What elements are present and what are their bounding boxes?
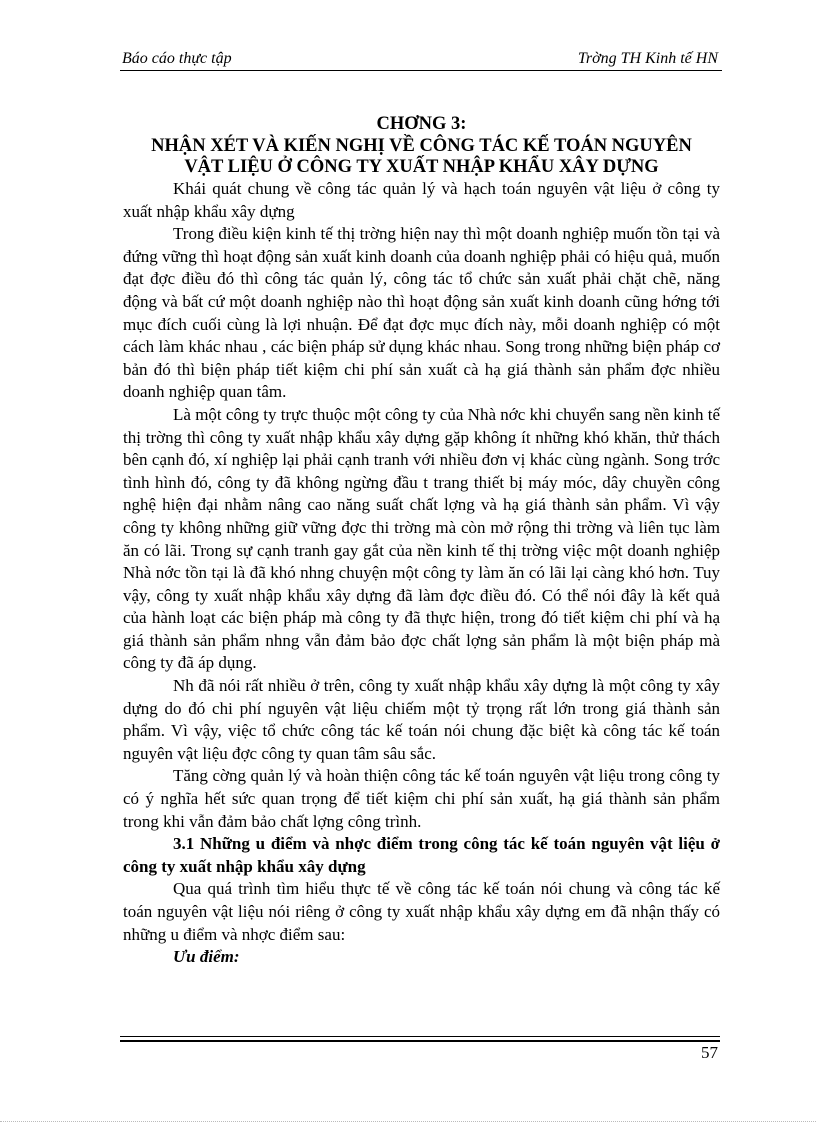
page-body (123, 114, 720, 969)
page-edge-divider (0, 1121, 816, 1122)
footer-rule-thin (120, 1036, 720, 1037)
footer-rule-thick (120, 1040, 720, 1042)
paragraph-importance: Tăng cờng quản lý và hoàn thiện công tác kế toán nguyên vật liệu trong công ty có ý nghĩa hết sức quan trọng để tiết kiệm chi phí sản xuất, hạ giá thành sản phẩm trong khi vẫn đảm bảo chất lợng công trình. (123, 766, 720, 831)
header-rule (120, 70, 722, 71)
paragraph-market-conditions: Trong điều kiện kinh tế thị trờng hiện nay thì một doanh nghiệp muốn tồn tại và đứng vững thì hoạt động sản xuất kinh doanh của doanh nghiệp phải có hiệu quả, muốn đạt đợc điều đó thì công tác quản lý, công tác tổ chức sản xuất phải chặt chẽ, năng động và bất cứ một doanh nghiệp nào thì hoạt động sản xuất kinh doanh cũng hớng tới mục đích cuối cùng là lợi nhuận. Để đạt đợc mục đích này, mỗi doanh nghiệp có một cách làm khác nhau , các biện pháp sử dụng khác nhau. Song trong những biện pháp cơ bản đó thì biện pháp tiết kiệm chi phí sản xuất cà hạ giá thành sản phẩm đợc nhiều doanh nghiệp quan tâm. (123, 224, 720, 402)
chapter-number: CHƠNG 3: (376, 114, 467, 134)
paragraph-company-background: Là một công ty trực thuộc một công ty của Nhà nớc khi chuyển sang nền kinh tế thị trờng thì công ty xuất nhập khẩu xây dựng gặp không ít những khó khăn, thử thách bên cạnh đó, xí nghiệp lại phải cạnh tranh với nhiều đơn vị khác cùng ngành. Song trớc tình hình đó, công ty đã không ngừng đầu t trang thiết bị máy móc, dây chuyền công nghệ hiện đại nhằm nâng cao năng suất chất lợng và hạ giá thành sản phẩm. Vì vậy công ty không những giữ vững đợc thi trờng mà còn mở rộng thi trờng và liên tục làm ăn có lãi. Trong sự cạnh tranh gay gắt của nền kinh tế thị trờng việc một doanh nghiệp Nhà nớc tồn tại là đã khó nhng chuyện một công ty làm ăn có lãi lại càng khó hơn. Tuy vậy, công ty xuất nhập khẩu xây dựng đã làm đợc điều đó. Có thể nói đây là kết quả của hành loạt các biện pháp mà công ty đã thực hiện, trong đó tiết kiệm chi phí và hạ giá thành sản phẩm nhng vẫn đảm bảo đợc chất lợng sản phẩm là một biện pháp mà công ty đã áp dụng. (123, 404, 720, 673)
chapter-title-line-1: NHẬN XÉT VÀ KIẾN NGHỊ VỀ CÔNG TÁC KẾ TOÁN NGUYÊN (151, 136, 692, 156)
subheading-advantages: Ưu điểm: (173, 947, 240, 967)
paragraph-material-costs: Nh đã nói rất nhiều ở trên, công ty xuất nhập khẩu xây dựng là một công ty xây dựng do đó chi phí nguyên vật liệu chiếm một tỷ trọng rất lớn trong giá thành sản phẩm. Vì vậy, việc tổ chức công tác kế toán nói chung đặc biệt kà công tác kế toán nguyên vật liệu đợc công ty quan tâm sâu sắc. (123, 676, 720, 763)
header-report-title: Báo cáo thực tập (122, 50, 232, 67)
paragraph-observations: Qua quá trình tìm hiểu thực tế về công tác kế toán nói chung và công tác kế toán nguyên vật liệu nói riêng ở công ty xuất nhập khẩu xây dựng em đã nhận thấy có những u điểm và nhợc điểm sau: (123, 879, 720, 944)
chapter-title-line-2: VẬT LIỆU Ở CÔNG TY XUẤT NHẬP KHẨU XÂY DỰNG (184, 157, 659, 177)
paragraph-overview: Khái quát chung về công tác quản lý và hạch toán nguyên vật liệu ở công ty xuất nhập khẩu xây dựng (123, 179, 720, 221)
header-school-name: Trờng TH Kinh tế HN (577, 50, 718, 67)
page-header (120, 50, 722, 70)
page-number: 57 (701, 1043, 718, 1062)
section-heading-3-1: 3.1 Những u điểm và nhợc điểm trong công tác kế toán nguyên vật liệu ở công ty xuất nhập khẩu xây dựng (123, 834, 720, 876)
